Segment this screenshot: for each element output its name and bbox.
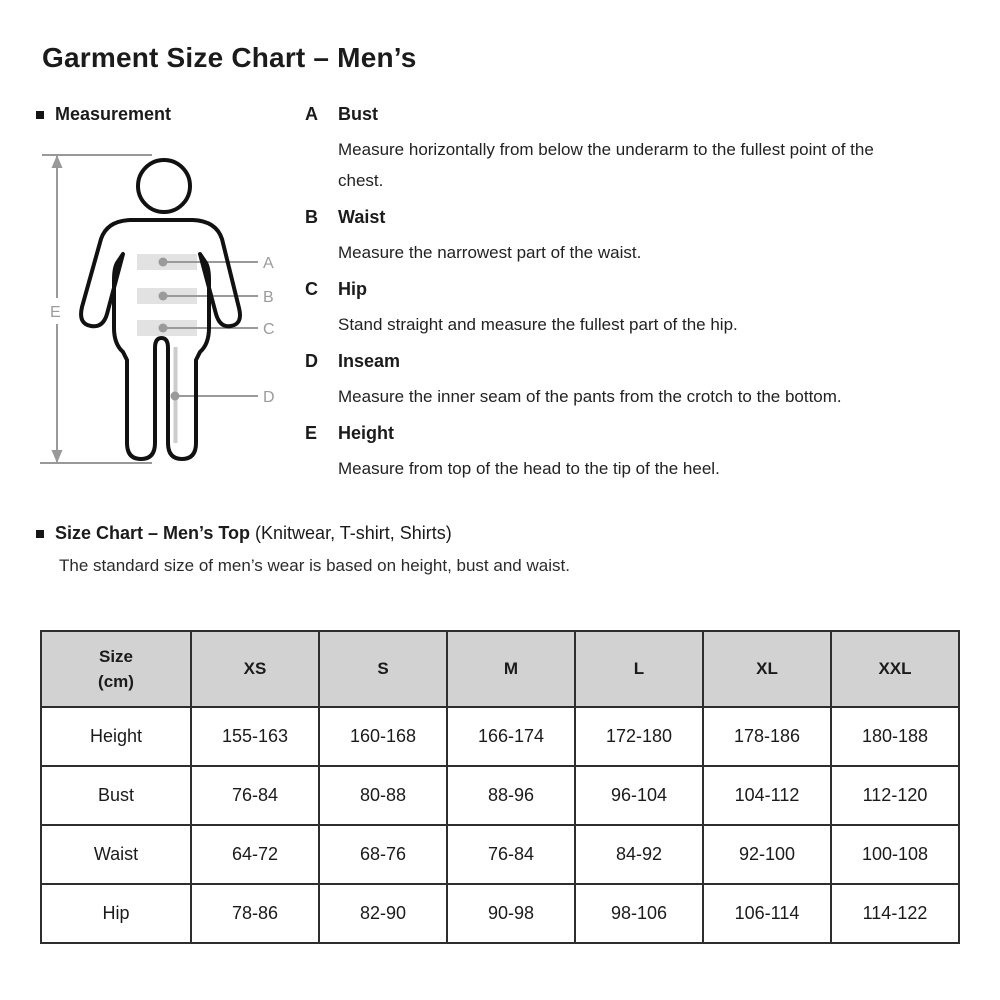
column-header-m: M	[447, 631, 575, 707]
column-header-l: L	[575, 631, 703, 707]
column-header-xxl: XXL	[831, 631, 959, 707]
definition-letter: A	[305, 104, 318, 124]
row-label: Waist	[41, 825, 191, 884]
cell-value: 90-98	[447, 884, 575, 943]
page-title: Garment Size Chart – Men’s	[42, 42, 417, 73]
figure-head	[138, 160, 190, 212]
cell-value: 68-76	[319, 825, 447, 884]
size-chart-heading-normal: (Knitwear, T-shirt, Shirts)	[255, 523, 452, 543]
cell-value: 155-163	[191, 707, 319, 766]
definition-term: Inseam	[338, 351, 401, 371]
definition-inseam	[305, 349, 965, 412]
size-chart-table	[40, 630, 960, 944]
cell-value: 104-112	[703, 766, 831, 825]
definition-term: Height	[338, 423, 394, 443]
cell-value: 64-72	[191, 825, 319, 884]
measurement-section-heading	[36, 104, 171, 125]
cell-value: 180-188	[831, 707, 959, 766]
cell-value: 76-84	[447, 825, 575, 884]
square-bullet-icon	[36, 530, 44, 538]
row-label: Height	[41, 707, 191, 766]
label-b: B	[263, 289, 274, 306]
definition-height	[305, 421, 965, 484]
row-label: Hip	[41, 884, 191, 943]
cell-value: 80-88	[319, 766, 447, 825]
label-d: D	[263, 389, 275, 406]
table-header-row	[41, 631, 959, 707]
table-row-waist	[41, 825, 959, 884]
measurement-heading-label: Measurement	[55, 104, 172, 124]
corner-header-size-cm: Size (cm)	[41, 631, 191, 707]
definition-letter: D	[305, 351, 318, 371]
cell-value: 82-90	[319, 884, 447, 943]
table-row-hip	[41, 884, 959, 943]
size-chart-section-heading	[36, 523, 452, 544]
square-bullet-icon	[36, 111, 44, 119]
definition-bust	[305, 102, 965, 196]
label-a: A	[263, 255, 274, 272]
definition-description: Measure from top of the head to the tip of the heel.	[338, 459, 720, 478]
definition-description: Measure horizontally from below the underarm to the fullest point of the chest.	[338, 140, 874, 190]
cell-value: 160-168	[319, 707, 447, 766]
row-label: Bust	[41, 766, 191, 825]
size-chart-subtitle: The standard size of men’s wear is based on height, bust and waist.	[59, 556, 570, 575]
cell-value: 112-120	[831, 766, 959, 825]
definition-letter: B	[305, 207, 318, 227]
cell-value: 92-100	[703, 825, 831, 884]
label-c: C	[263, 321, 275, 338]
cell-value: 84-92	[575, 825, 703, 884]
table-row-bust	[41, 766, 959, 825]
cell-value: 88-96	[447, 766, 575, 825]
cell-value: 98-106	[575, 884, 703, 943]
definition-waist	[305, 205, 965, 268]
definition-term: Waist	[338, 207, 386, 227]
column-header-s: S	[319, 631, 447, 707]
definition-description: Measure the inner seam of the pants from the crotch to the bottom.	[338, 387, 842, 406]
definition-letter: C	[305, 279, 318, 299]
body-measurement-diagram	[30, 132, 310, 482]
definition-term: Bust	[338, 104, 378, 124]
cell-value: 114-122	[831, 884, 959, 943]
arrow-up-icon	[52, 155, 63, 168]
definition-description: Measure the narrowest part of the waist.	[338, 243, 642, 262]
cell-value: 100-108	[831, 825, 959, 884]
cell-value: 78-86	[191, 884, 319, 943]
definition-letter: E	[305, 423, 318, 443]
definition-hip	[305, 277, 965, 340]
column-header-xs: XS	[191, 631, 319, 707]
arrow-down-icon	[52, 450, 63, 463]
cell-value: 166-174	[447, 707, 575, 766]
measurement-definitions	[305, 102, 965, 493]
column-header-xl: XL	[703, 631, 831, 707]
cell-value: 172-180	[575, 707, 703, 766]
table-row-height	[41, 707, 959, 766]
cell-value: 106-114	[703, 884, 831, 943]
label-e: E	[50, 304, 61, 321]
definition-description: Stand straight and measure the fullest part of the hip.	[338, 315, 738, 334]
definition-term: Hip	[338, 279, 367, 299]
cell-value: 76-84	[191, 766, 319, 825]
cell-value: 178-186	[703, 707, 831, 766]
size-chart-heading-bold: Size Chart – Men’s Top	[55, 523, 251, 543]
cell-value: 96-104	[575, 766, 703, 825]
